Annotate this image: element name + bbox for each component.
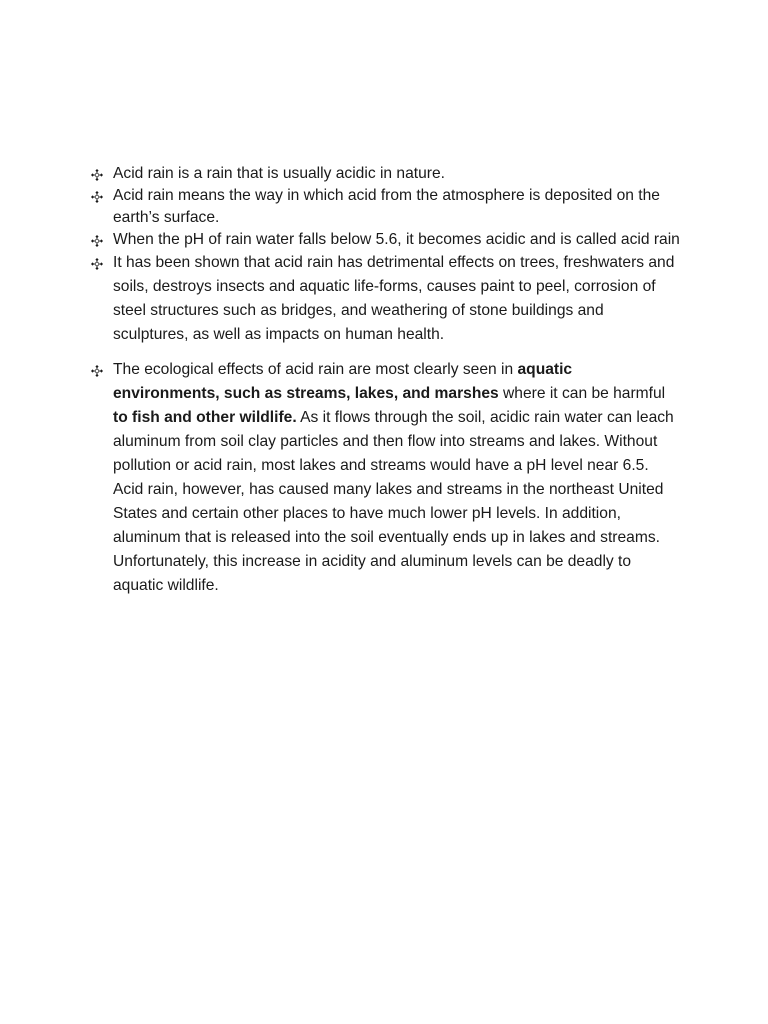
bullet-text: As it flows through the soil, acidic rain water can leach aluminum from soil clay particles and then flow into streams and lakes. Without pollution or acid rain, most lakes and streams would have a pH level near 6.5. Acid rain, however, has caused many lakes and streams in the northeast United States and certain other places to have much lower pH levels. In addition, aluminum that is released into the soil eventually ends up in lakes and streams. Unfortunately, this increase in acidity and aluminum levels can be deadly to aquatic wildlife. — [113, 409, 674, 594]
four-diamond-bullet-icon — [91, 365, 103, 377]
bullet-text: When the pH of rain water falls below 5.6, it becomes acidic and is called acid rain — [113, 231, 680, 248]
list-item — [90, 229, 682, 251]
bullet-text: Acid rain is a rain that is usually acidic in nature. — [113, 165, 445, 182]
bullet-text: Acid rain means the way in which acid from the atmosphere is deposited on the earth’s surface. — [113, 187, 660, 226]
list-item — [90, 185, 682, 229]
bullet-text: The ecological effects of acid rain are most clearly seen in — [113, 361, 518, 378]
bold-phrase: aquatic environments, such as streams, lakes, and marshes — [113, 361, 573, 402]
list-item — [90, 358, 682, 598]
list-item — [90, 163, 682, 185]
bullet-text: where it can be harmful — [498, 385, 666, 402]
four-diamond-bullet-icon — [91, 258, 103, 270]
bullet-list — [90, 163, 682, 598]
bold-phrase: to fish and other wildlife. — [113, 409, 297, 426]
four-diamond-bullet-icon — [91, 235, 103, 247]
four-diamond-bullet-icon — [91, 169, 103, 181]
four-diamond-bullet-icon — [91, 191, 103, 203]
list-item — [90, 251, 682, 347]
bullet-text: It has been shown that acid rain has detrimental effects on trees, freshwaters and soils, destroys insects and aquatic life-forms, causes paint to peel, corrosion of steel structures such as bridges, and weathering of stone buildings and sculptures, as well as impacts on human health. — [113, 254, 675, 343]
